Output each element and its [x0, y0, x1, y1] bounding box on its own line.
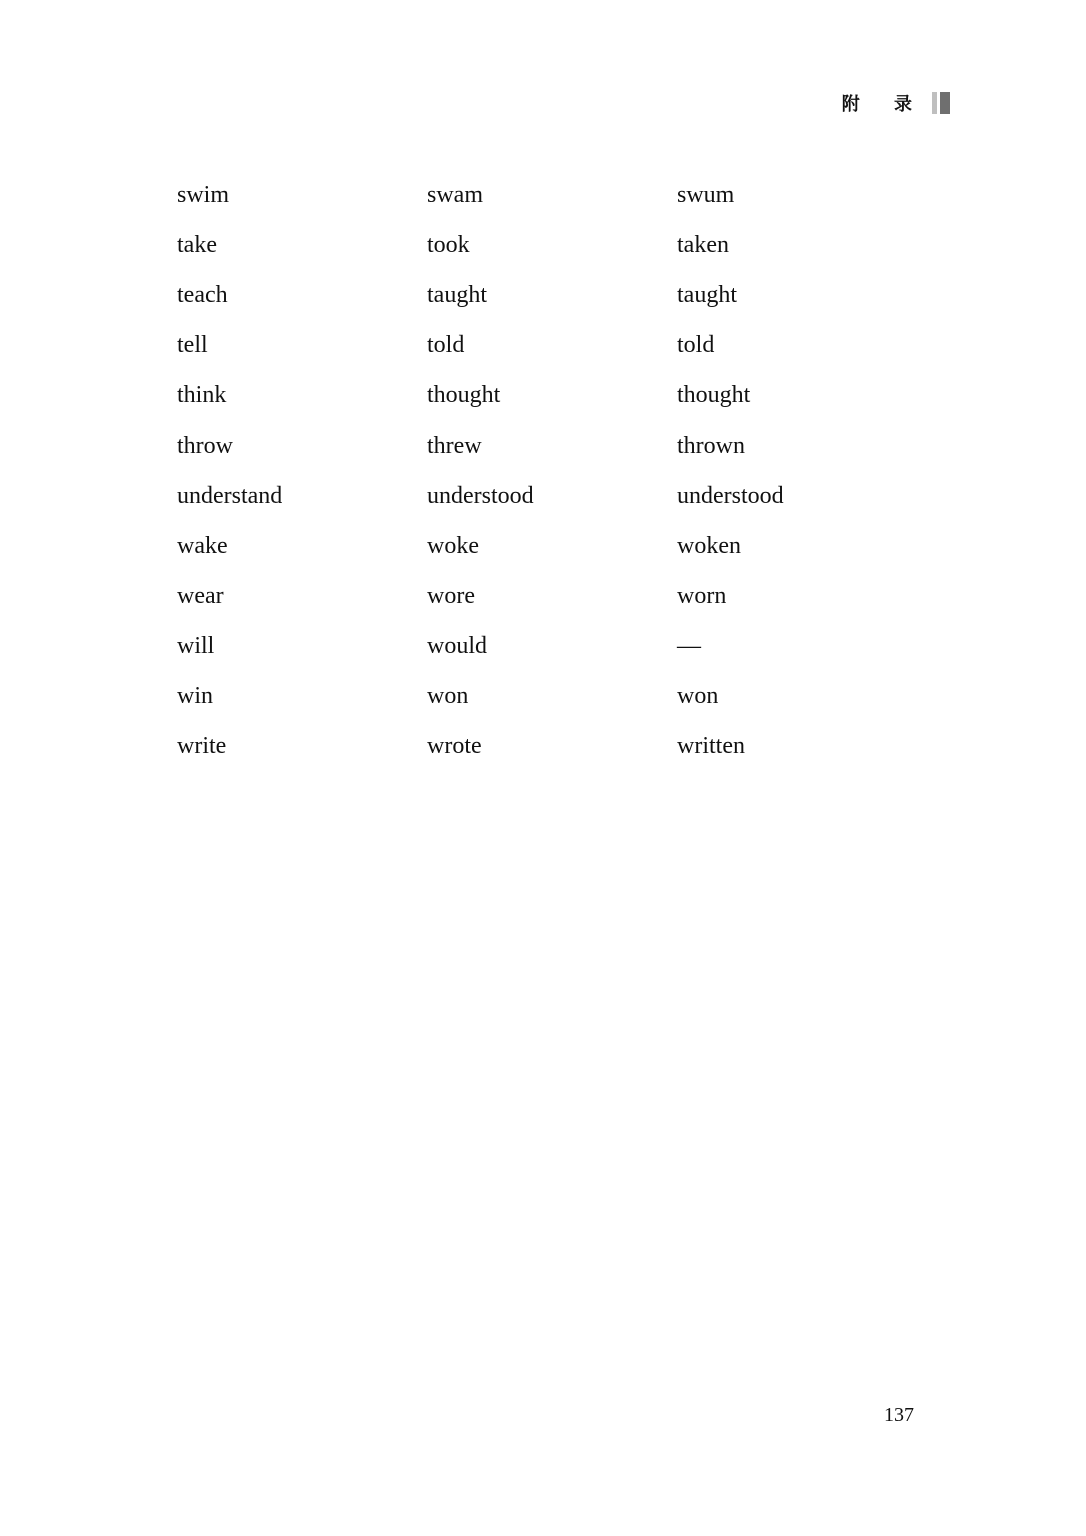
verb-base-form: throw [177, 432, 233, 459]
verb-base-form: think [177, 382, 227, 409]
verb-base-form: teach [177, 282, 228, 309]
verb-row [177, 320, 877, 370]
verb-base-form: wake [177, 532, 228, 559]
verb-past-participle: won [677, 682, 719, 709]
verb-past-tense: would [427, 632, 487, 659]
verb-past-tense: woke [427, 532, 479, 559]
verb-past-tense: taught [427, 282, 487, 309]
verb-past-participle: told [677, 332, 715, 359]
verb-base-form: take [177, 232, 217, 259]
verb-base-form: win [177, 682, 213, 709]
verb-row [177, 270, 877, 320]
verb-row [177, 521, 877, 571]
verb-base-form: wear [177, 582, 224, 609]
verb-row [177, 671, 877, 721]
verb-row [177, 170, 877, 220]
verb-past-tense: took [427, 232, 470, 259]
marker-bar-light [932, 92, 937, 114]
header-title: 附 录 [841, 94, 926, 115]
running-header [842, 90, 950, 116]
section-marker-icon [932, 92, 950, 114]
verb-base-form: write [177, 733, 227, 760]
verb-row [177, 220, 877, 270]
verb-row [177, 471, 877, 521]
verb-base-form: will [177, 632, 215, 659]
page-number: 137 [884, 1404, 914, 1426]
verb-past-participle: understood [677, 482, 784, 509]
verb-past-participle: taken [677, 232, 729, 259]
verb-past-participle: worn [677, 582, 727, 609]
verb-past-tense: thought [427, 382, 501, 409]
verb-past-tense: swam [427, 182, 483, 209]
verb-row [177, 370, 877, 420]
verb-row [177, 621, 877, 671]
marker-bar-dark [940, 92, 950, 114]
irregular-verb-table [177, 170, 877, 771]
verb-row [177, 420, 877, 470]
verb-past-tense: won [427, 682, 469, 709]
verb-past-tense: wore [427, 582, 475, 609]
verb-past-participle: woken [677, 532, 741, 559]
verb-past-participle: — [677, 632, 701, 659]
verb-past-tense: told [427, 332, 465, 359]
verb-past-participle: thought [677, 382, 751, 409]
verb-past-tense: understood [427, 482, 534, 509]
verb-past-participle: taught [677, 282, 737, 309]
verb-base-form: swim [177, 182, 230, 209]
verb-past-participle: thrown [677, 432, 745, 459]
verb-past-tense: threw [427, 432, 482, 459]
verb-past-tense: wrote [427, 733, 482, 760]
verb-past-participle: written [677, 733, 745, 760]
verb-row [177, 571, 877, 621]
verb-base-form: tell [177, 332, 208, 359]
verb-past-participle: swum [677, 182, 735, 209]
verb-base-form: understand [177, 482, 283, 509]
verb-row [177, 721, 877, 771]
